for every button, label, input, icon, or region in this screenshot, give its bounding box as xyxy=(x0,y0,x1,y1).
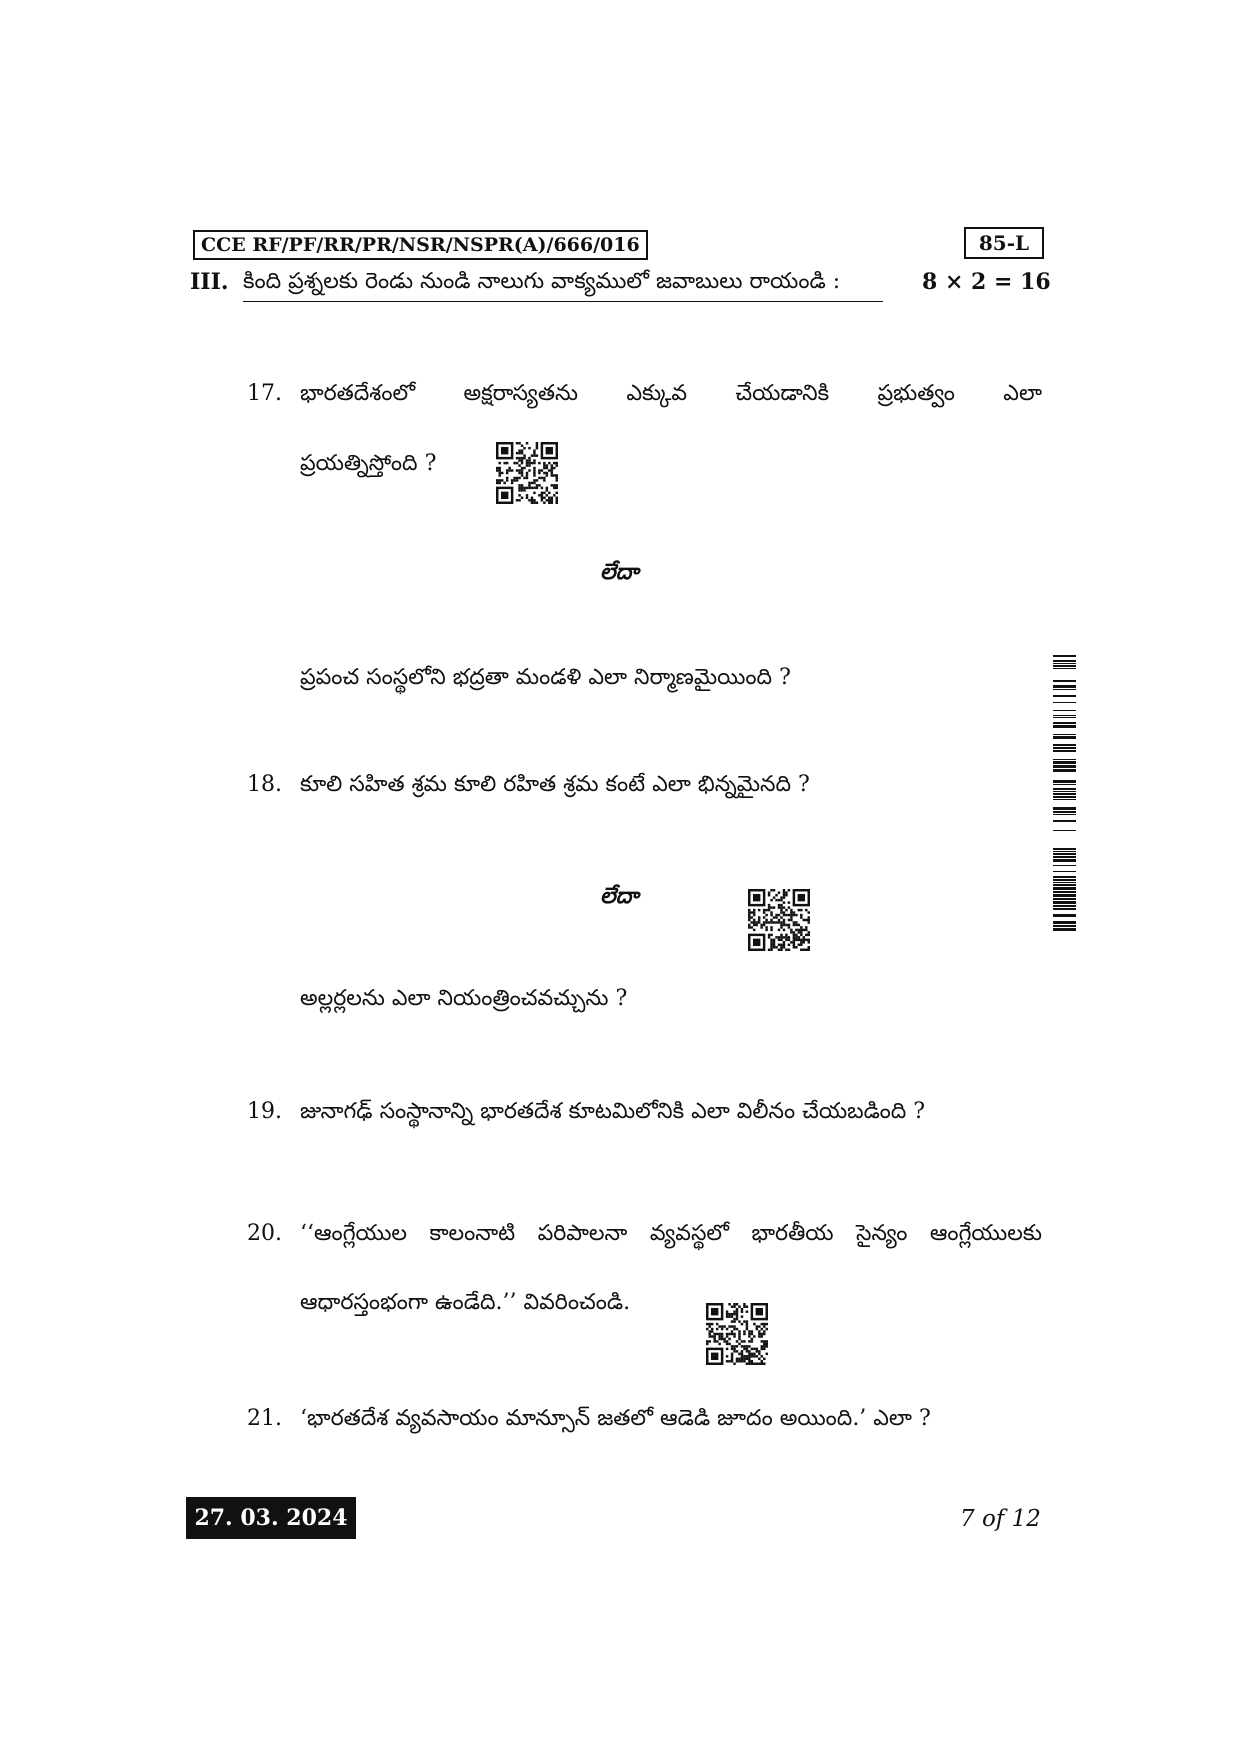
exam-date: 27. 03. 2024 xyxy=(186,1497,356,1539)
question-17-alternative: ప్రపంచ సంస్థలోని భద్రతా మండళి ఎలా నిర్మాణమైయింది ? xyxy=(300,665,791,690)
question-18-alternative: అల్లర్లలను ఎలా నియంత్రించవచ్చును ? xyxy=(300,986,628,1011)
question-17-number: 17. xyxy=(247,381,282,406)
qr-code-icon xyxy=(706,1303,768,1365)
question-19-line1: జునాగఢ్ సంస్థానాన్ని భారతదేశ కూటమిలోనికి ఎలా విలీనం చేయబడింది ? xyxy=(300,1099,926,1124)
paper-code: 85-L xyxy=(978,231,1030,255)
question-21-line1: ‘భారతదేశ వ్యవసాయం మాన్సూన్ జతలో ఆడెడి జూదం అయింది.’ ఎలా ? xyxy=(300,1406,931,1431)
question-18-line1: కూలి సహిత శ్రమ కూలి రహిత శ్రమ కంటే ఎలా భిన్నమైనది ? xyxy=(300,772,810,797)
section-number: III. xyxy=(190,269,229,295)
paper-code-box xyxy=(964,227,1044,259)
exam-code-box xyxy=(193,230,648,260)
question-21-number: 21. xyxy=(247,1406,282,1431)
question-20-line1: ‘‘ఆంగ్లేయుల కాలంనాటి పరిపాలనా వ్యవస్థలో భారతీయ సైన్యం ఆంగ్లేయులకు xyxy=(300,1221,1042,1246)
page-number: 7 of 12 xyxy=(960,1506,1041,1532)
question-17-line2: ప్రయత్నిస్తోంది ? xyxy=(300,451,437,476)
question-18-number: 18. xyxy=(247,772,282,797)
question-20-number: 20. xyxy=(247,1221,282,1246)
barcode-icon xyxy=(1053,655,1076,931)
question-17-line1: భారతదేశంలో అక్షరాస్యతను ఎక్కువ చేయడానికి ప్రభుత్వం ఎలా xyxy=(300,381,1042,406)
question-17-or: లేదా xyxy=(600,559,639,585)
question-20-line2: ఆధారస్తంభంగా ఉండేది.’’ వివరించండి. xyxy=(300,1290,631,1315)
section-instruction: కింది ప్రశ్నలకు రెండు నుండి నాలుగు వాక్యములో జవాబులు రాయండి : xyxy=(243,265,883,302)
question-18-or: లేదా xyxy=(600,883,639,909)
qr-code-icon xyxy=(496,442,558,504)
qr-code-icon xyxy=(748,889,810,951)
exam-code: CCE RF/PF/RR/PR/NSR/NSPR(A)/666/016 xyxy=(201,234,640,256)
section-marks: 8 × 2 = 16 xyxy=(922,269,1051,295)
question-19-number: 19. xyxy=(247,1099,282,1124)
